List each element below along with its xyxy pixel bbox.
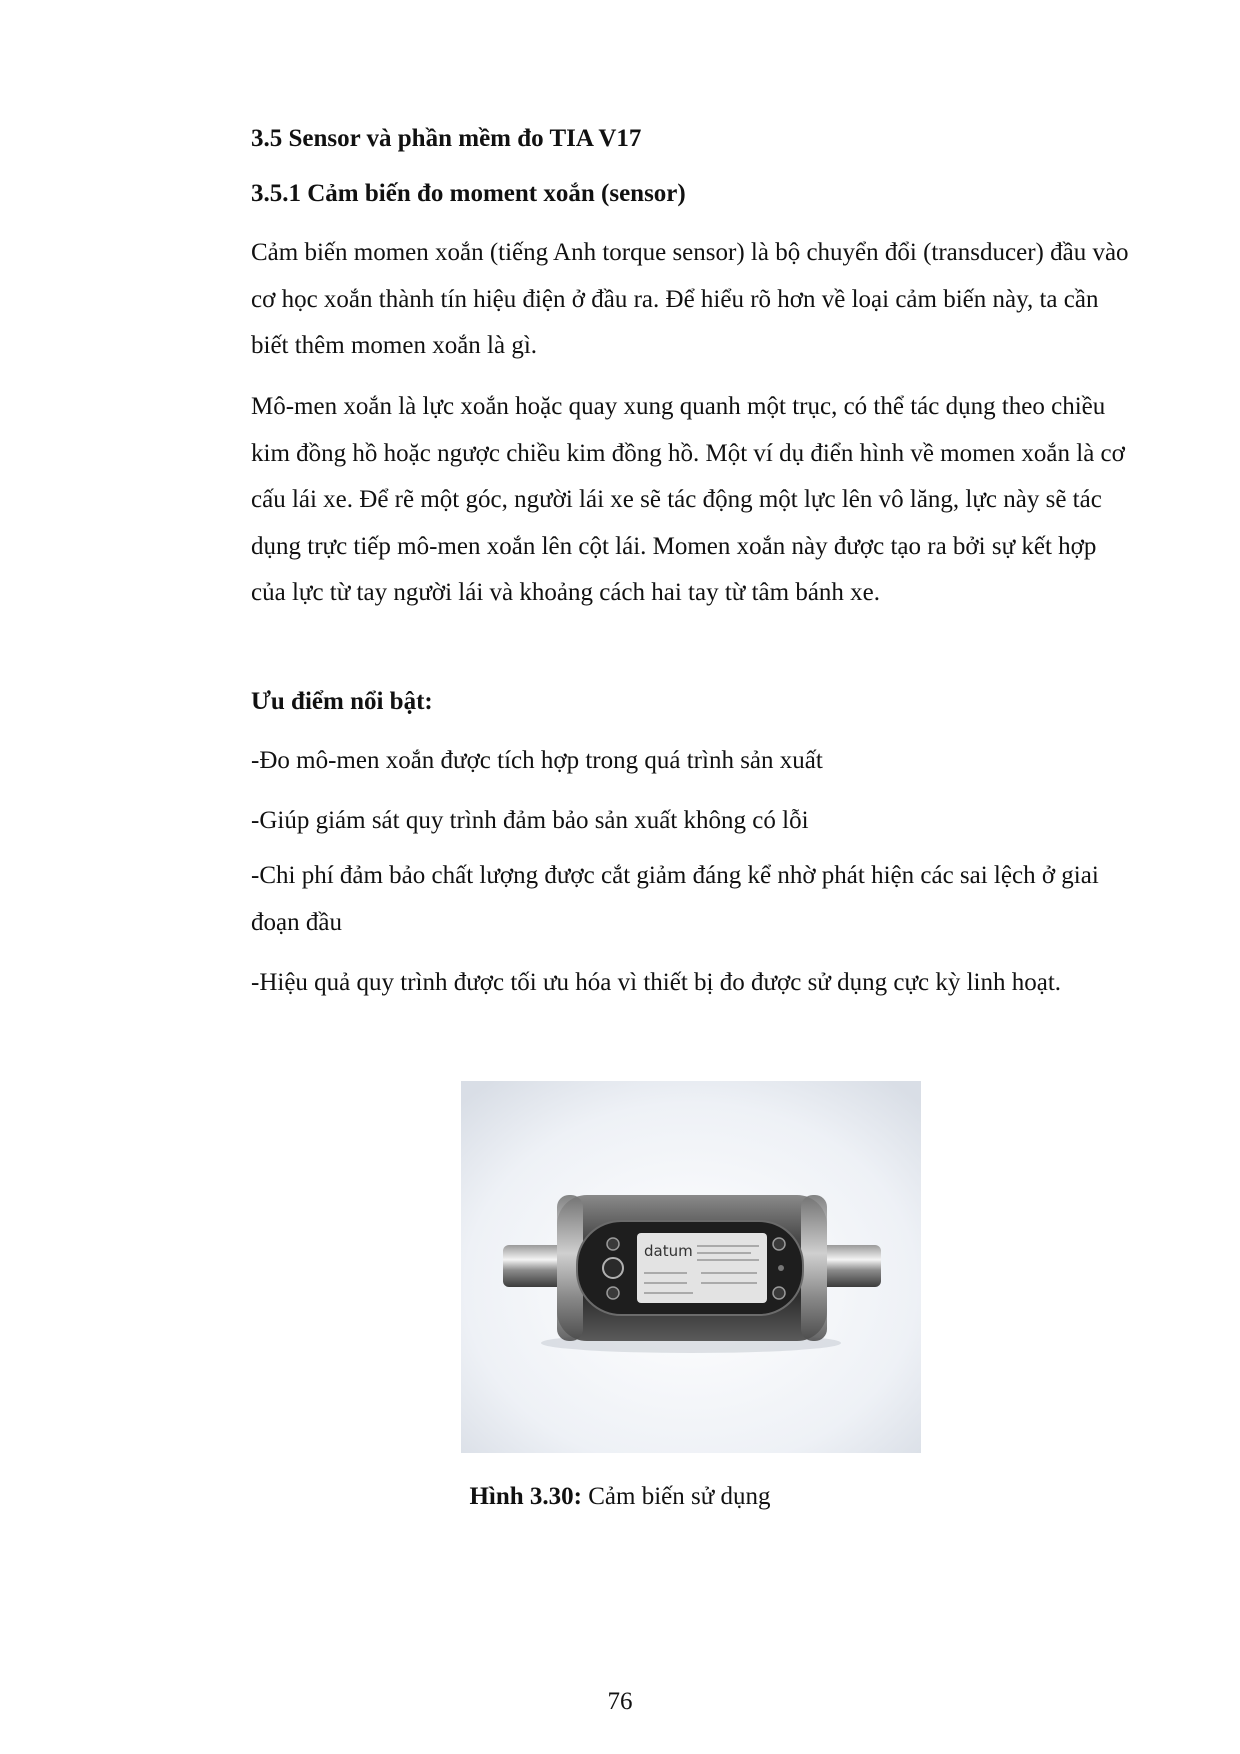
paragraph-torque-definition: Mô-men xoắn là lực xoắn hoặc quay xung quanh một trục, có thể tác dụng theo chiều kim đồng hồ hoặc ngược chiều kim đồng hồ. Một ví dụ điển hình về momen xoắn là cơ cấu lái xe. Để rẽ một góc, người lái xe sẽ tác động một lực lên vô lăng, lực này sẽ tác dụng trực tiếp mô-men xoắn lên cột lái. Momen xoắn này được tạo ra bởi sự kết hợp của lực từ tay người lái và khoảng cách hai tay từ tâm bánh xe. bbox=[251, 393, 1125, 606]
brand-text: datum bbox=[644, 1242, 693, 1260]
torque-sensor-figure bbox=[461, 1081, 921, 1453]
connector-icon bbox=[603, 1258, 623, 1278]
advantages-heading: Ưu điểm nổi bật: bbox=[251, 688, 433, 715]
section-title: 3.5 Sensor và phần mềm đo TIA V17 bbox=[251, 125, 642, 152]
advantage-item: -Giúp giám sát quy trình đảm bảo sản xuất không có lỗi bbox=[251, 807, 809, 834]
subsection-title: 3.5.1 Cảm biến đo moment xoắn (sensor) bbox=[251, 180, 686, 207]
torque-sensor-image bbox=[461, 1081, 921, 1453]
paragraph-torque-sensor: Cảm biến momen xoắn (tiếng Anh torque sensor) là bộ chuyển đổi (transducer) đầu vào cơ học xoắn thành tín hiệu điện ở đầu ra. Để hiểu rõ hơn về loại cảm biến này, ta cần biết thêm momen xoắn là gì. bbox=[251, 239, 1129, 359]
advantage-item: -Hiệu quả quy trình được tối ưu hóa vì thiết bị đo được sử dụng cực kỳ linh hoạt. bbox=[251, 969, 1062, 996]
advantage-item: -Chi phí đảm bảo chất lượng được cắt giảm đáng kể nhờ phát hiện các sai lệch ở giai đoạn đầu bbox=[251, 862, 1099, 936]
caption-text: Cảm biến sử dụng bbox=[581, 1483, 771, 1510]
caption-label: Hình 3.30: bbox=[469, 1483, 582, 1510]
figure-caption bbox=[0, 1483, 1240, 1511]
page-number: 76 bbox=[607, 1688, 633, 1715]
advantage-item: -Đo mô-men xoắn được tích hợp trong quá trình sản xuất bbox=[251, 747, 823, 774]
